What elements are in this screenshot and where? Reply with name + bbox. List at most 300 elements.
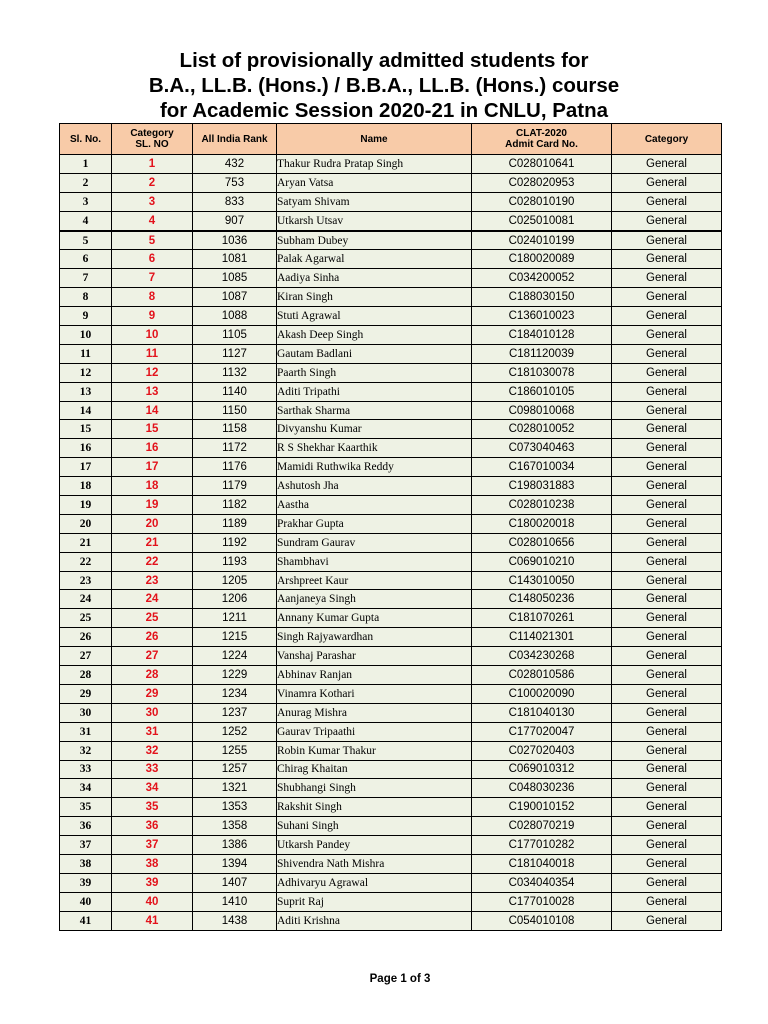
admit-card-no-cell: C186010105 [472, 382, 612, 401]
category-cell: General [612, 192, 722, 211]
student-name-cell: Suhani Singh [277, 817, 472, 836]
category-cell: General [612, 307, 722, 326]
admit-card-no-cell: C184010128 [472, 326, 612, 345]
all-india-rank-cell: 1394 [193, 854, 277, 873]
admit-card-no-cell: C034230268 [472, 647, 612, 666]
student-name-cell: Robin Kumar Thakur [277, 741, 472, 760]
admit-card-no-cell: C073040463 [472, 439, 612, 458]
table-row [60, 552, 722, 571]
category-sl-no-cell: 24 [112, 590, 193, 609]
student-name-cell: Sarthak Sharma [277, 401, 472, 420]
category-sl-no-cell: 25 [112, 609, 193, 628]
category-cell: General [612, 571, 722, 590]
sl-no-cell: 31 [60, 722, 112, 741]
table-row [60, 666, 722, 685]
sl-no-cell: 2 [60, 173, 112, 192]
admit-card-no-cell: C180020089 [472, 250, 612, 269]
category-sl-no-cell: 18 [112, 477, 193, 496]
table-row [60, 269, 722, 288]
sl-no-cell: 26 [60, 628, 112, 647]
category-sl-no-cell: 9 [112, 307, 193, 326]
sl-no-cell: 15 [60, 420, 112, 439]
all-india-rank-cell: 1353 [193, 798, 277, 817]
all-india-rank-cell: 1176 [193, 458, 277, 477]
sl-no-cell: 20 [60, 514, 112, 533]
category-cell: General [612, 666, 722, 685]
admit-card-no-cell: C054010108 [472, 911, 612, 930]
table-row [60, 307, 722, 326]
table-row [60, 250, 722, 269]
category-sl-no-cell: 2 [112, 173, 193, 192]
student-name-cell: Sundram Gaurav [277, 533, 472, 552]
category-sl-no-cell: 33 [112, 760, 193, 779]
header-admit-card-no: CLAT-2020 Admit Card No. [472, 124, 612, 155]
category-cell: General [612, 703, 722, 722]
header-all-india-rank: All India Rank [193, 124, 277, 155]
admit-card-no-cell: C034200052 [472, 269, 612, 288]
header-category: Category [612, 124, 722, 155]
sl-no-cell: 5 [60, 231, 112, 250]
student-name-cell: Utkarsh Utsav [277, 211, 472, 230]
category-sl-no-cell: 17 [112, 458, 193, 477]
student-name-cell: Prakhar Gupta [277, 514, 472, 533]
category-sl-no-cell: 21 [112, 533, 193, 552]
category-cell: General [612, 911, 722, 930]
category-cell: General [612, 760, 722, 779]
table-row [60, 477, 722, 496]
admit-card-no-cell: C188030150 [472, 288, 612, 307]
table-row [60, 628, 722, 647]
student-name-cell: Thakur Rudra Pratap Singh [277, 155, 472, 174]
sl-no-cell: 3 [60, 192, 112, 211]
admit-card-no-cell: C198031883 [472, 477, 612, 496]
student-name-cell: Subham Dubey [277, 231, 472, 250]
table-row [60, 741, 722, 760]
student-name-cell: Ashutosh Jha [277, 477, 472, 496]
admit-card-no-cell: C181070261 [472, 609, 612, 628]
category-sl-no-cell: 14 [112, 401, 193, 420]
student-name-cell: Abhinav Ranjan [277, 666, 472, 685]
document-title [0, 48, 768, 123]
student-name-cell: Aadiya Sinha [277, 269, 472, 288]
student-name-cell: Aditi Krishna [277, 911, 472, 930]
table-row [60, 609, 722, 628]
sl-no-cell: 35 [60, 798, 112, 817]
category-sl-no-cell: 15 [112, 420, 193, 439]
admitted-students-table [59, 123, 722, 931]
admit-card-no-cell: C098010068 [472, 401, 612, 420]
category-sl-no-cell: 28 [112, 666, 193, 685]
category-sl-no-cell: 27 [112, 647, 193, 666]
table-row [60, 647, 722, 666]
header-sl-no: Sl. No. [60, 124, 112, 155]
category-cell: General [612, 836, 722, 855]
student-name-cell: Aryan Vatsa [277, 173, 472, 192]
sl-no-cell: 37 [60, 836, 112, 855]
student-name-cell: Aditi Tripathi [277, 382, 472, 401]
table-row [60, 326, 722, 345]
table-row [60, 382, 722, 401]
student-name-cell: Aanjaneya Singh [277, 590, 472, 609]
all-india-rank-cell: 1234 [193, 684, 277, 703]
all-india-rank-cell: 1105 [193, 326, 277, 345]
category-sl-no-cell: 12 [112, 363, 193, 382]
all-india-rank-cell: 1321 [193, 779, 277, 798]
table-row [60, 173, 722, 192]
admit-card-no-cell: C181030078 [472, 363, 612, 382]
all-india-rank-cell: 1358 [193, 817, 277, 836]
all-india-rank-cell: 753 [193, 173, 277, 192]
category-cell: General [612, 514, 722, 533]
title-line-2: B.A., LL.B. (Hons.) / B.B.A., LL.B. (Hons.) course [148, 74, 620, 97]
category-cell: General [612, 873, 722, 892]
table-row [60, 401, 722, 420]
student-name-cell: Divyanshu Kumar [277, 420, 472, 439]
category-cell: General [612, 269, 722, 288]
all-india-rank-cell: 1211 [193, 609, 277, 628]
sl-no-cell: 13 [60, 382, 112, 401]
sl-no-cell: 14 [60, 401, 112, 420]
category-sl-no-cell: 13 [112, 382, 193, 401]
sl-no-cell: 33 [60, 760, 112, 779]
admit-card-no-cell: C028010190 [472, 192, 612, 211]
table-row [60, 873, 722, 892]
admit-card-no-cell: C028010586 [472, 666, 612, 685]
category-sl-no-cell: 4 [112, 211, 193, 230]
category-sl-no-cell: 29 [112, 684, 193, 703]
category-cell: General [612, 288, 722, 307]
sl-no-cell: 39 [60, 873, 112, 892]
sl-no-cell: 4 [60, 211, 112, 230]
category-cell: General [612, 420, 722, 439]
sl-no-cell: 41 [60, 911, 112, 930]
category-sl-no-cell: 11 [112, 344, 193, 363]
table-row [60, 571, 722, 590]
category-sl-no-cell: 16 [112, 439, 193, 458]
all-india-rank-cell: 1081 [193, 250, 277, 269]
category-cell: General [612, 892, 722, 911]
sl-no-cell: 17 [60, 458, 112, 477]
all-india-rank-cell: 1088 [193, 307, 277, 326]
sl-no-cell: 16 [60, 439, 112, 458]
sl-no-cell: 10 [60, 326, 112, 345]
admit-card-no-cell: C028020953 [472, 173, 612, 192]
sl-no-cell: 22 [60, 552, 112, 571]
category-cell: General [612, 155, 722, 174]
category-sl-no-cell: 6 [112, 250, 193, 269]
category-cell: General [612, 647, 722, 666]
all-india-rank-cell: 1172 [193, 439, 277, 458]
sl-no-cell: 8 [60, 288, 112, 307]
all-india-rank-cell: 432 [193, 155, 277, 174]
admit-card-no-cell: C100020090 [472, 684, 612, 703]
category-cell: General [612, 363, 722, 382]
table-row [60, 911, 722, 930]
table-row [60, 344, 722, 363]
all-india-rank-cell: 1229 [193, 666, 277, 685]
all-india-rank-cell: 1255 [193, 741, 277, 760]
admit-card-no-cell: C069010210 [472, 552, 612, 571]
header-name: Name [277, 124, 472, 155]
title-line-1: List of provisionally admitted students for [179, 49, 589, 72]
category-cell: General [612, 231, 722, 250]
student-name-cell: Utkarsh Pandey [277, 836, 472, 855]
all-india-rank-cell: 1189 [193, 514, 277, 533]
student-name-cell: Arshpreet Kaur [277, 571, 472, 590]
table-row [60, 363, 722, 382]
table-row [60, 854, 722, 873]
all-india-rank-cell: 1158 [193, 420, 277, 439]
admit-card-no-cell: C048030236 [472, 779, 612, 798]
admit-card-no-cell: C181120039 [472, 344, 612, 363]
category-sl-no-cell: 23 [112, 571, 193, 590]
sl-no-cell: 40 [60, 892, 112, 911]
student-name-cell: Suprit Raj [277, 892, 472, 911]
all-india-rank-cell: 1182 [193, 496, 277, 515]
header-category-sl-no: Category SL. NO [112, 124, 193, 155]
category-cell: General [612, 250, 722, 269]
sl-no-cell: 36 [60, 817, 112, 836]
sl-no-cell: 30 [60, 703, 112, 722]
sl-no-cell: 7 [60, 269, 112, 288]
category-sl-no-cell: 10 [112, 326, 193, 345]
student-name-cell: Stuti Agrawal [277, 307, 472, 326]
student-name-cell: Singh Rajyawardhan [277, 628, 472, 647]
category-sl-no-cell: 39 [112, 873, 193, 892]
category-cell: General [612, 533, 722, 552]
all-india-rank-cell: 1205 [193, 571, 277, 590]
admit-card-no-cell: C180020018 [472, 514, 612, 533]
admit-card-no-cell: C024010199 [472, 231, 612, 250]
admit-card-no-cell: C177010282 [472, 836, 612, 855]
all-india-rank-cell: 1206 [193, 590, 277, 609]
table-row [60, 760, 722, 779]
student-name-cell: Aastha [277, 496, 472, 515]
table-row [60, 514, 722, 533]
category-cell: General [612, 552, 722, 571]
all-india-rank-cell: 1386 [193, 836, 277, 855]
category-cell: General [612, 722, 722, 741]
admit-card-no-cell: C114021301 [472, 628, 612, 647]
all-india-rank-cell: 1224 [193, 647, 277, 666]
category-cell: General [612, 344, 722, 363]
category-sl-no-cell: 41 [112, 911, 193, 930]
all-india-rank-cell: 1085 [193, 269, 277, 288]
category-sl-no-cell: 34 [112, 779, 193, 798]
all-india-rank-cell: 1036 [193, 231, 277, 250]
sl-no-cell: 18 [60, 477, 112, 496]
category-cell: General [612, 590, 722, 609]
category-sl-no-cell: 3 [112, 192, 193, 211]
category-cell: General [612, 439, 722, 458]
category-sl-no-cell: 1 [112, 155, 193, 174]
sl-no-cell: 24 [60, 590, 112, 609]
student-name-cell: Shubhangi Singh [277, 779, 472, 798]
category-sl-no-cell: 8 [112, 288, 193, 307]
all-india-rank-cell: 1140 [193, 382, 277, 401]
title-line-3: for Academic Session 2020-21 in CNLU, Patna [159, 99, 609, 122]
all-india-rank-cell: 1252 [193, 722, 277, 741]
table-header-row [60, 124, 722, 155]
table-row [60, 458, 722, 477]
admit-card-no-cell: C028070219 [472, 817, 612, 836]
student-name-cell: Adhivaryu Agrawal [277, 873, 472, 892]
sl-no-cell: 27 [60, 647, 112, 666]
category-cell: General [612, 854, 722, 873]
table-body [60, 155, 722, 931]
sl-no-cell: 12 [60, 363, 112, 382]
student-name-cell: Rakshit Singh [277, 798, 472, 817]
table-row [60, 590, 722, 609]
sl-no-cell: 29 [60, 684, 112, 703]
category-sl-no-cell: 31 [112, 722, 193, 741]
sl-no-cell: 19 [60, 496, 112, 515]
category-cell: General [612, 817, 722, 836]
sl-no-cell: 38 [60, 854, 112, 873]
admit-card-no-cell: C167010034 [472, 458, 612, 477]
category-cell: General [612, 741, 722, 760]
student-name-cell: Vanshaj Parashar [277, 647, 472, 666]
sl-no-cell: 23 [60, 571, 112, 590]
category-cell: General [612, 401, 722, 420]
student-name-cell: Gaurav Tripaathi [277, 722, 472, 741]
sl-no-cell: 25 [60, 609, 112, 628]
category-cell: General [612, 173, 722, 192]
table-row [60, 211, 722, 230]
admit-card-no-cell: C028010238 [472, 496, 612, 515]
table-row [60, 155, 722, 174]
table-row [60, 439, 722, 458]
all-india-rank-cell: 1150 [193, 401, 277, 420]
all-india-rank-cell: 833 [193, 192, 277, 211]
sl-no-cell: 28 [60, 666, 112, 685]
sl-no-cell: 11 [60, 344, 112, 363]
category-sl-no-cell: 5 [112, 231, 193, 250]
category-sl-no-cell: 26 [112, 628, 193, 647]
student-name-cell: Gautam Badlani [277, 344, 472, 363]
table-row [60, 533, 722, 552]
table-row [60, 496, 722, 515]
table-row [60, 892, 722, 911]
sl-no-cell: 1 [60, 155, 112, 174]
category-cell: General [612, 684, 722, 703]
category-sl-no-cell: 36 [112, 817, 193, 836]
table-row [60, 231, 722, 250]
table-row [60, 684, 722, 703]
category-cell: General [612, 326, 722, 345]
sl-no-cell: 6 [60, 250, 112, 269]
category-sl-no-cell: 19 [112, 496, 193, 515]
category-sl-no-cell: 32 [112, 741, 193, 760]
admit-card-no-cell: C190010152 [472, 798, 612, 817]
all-india-rank-cell: 1438 [193, 911, 277, 930]
category-cell: General [612, 211, 722, 230]
table-row [60, 779, 722, 798]
category-sl-no-cell: 35 [112, 798, 193, 817]
sl-no-cell: 21 [60, 533, 112, 552]
admit-card-no-cell: C136010023 [472, 307, 612, 326]
category-cell: General [612, 798, 722, 817]
page-number: Page 1 of 3 [369, 973, 431, 985]
student-name-cell: Shambhavi [277, 552, 472, 571]
table-row [60, 703, 722, 722]
category-cell: General [612, 628, 722, 647]
student-name-cell: Palak Agarwal [277, 250, 472, 269]
category-sl-no-cell: 40 [112, 892, 193, 911]
category-cell: General [612, 496, 722, 515]
student-name-cell: Satyam Shivam [277, 192, 472, 211]
all-india-rank-cell: 1410 [193, 892, 277, 911]
student-name-cell: Shivendra Nath Mishra [277, 854, 472, 873]
category-cell: General [612, 458, 722, 477]
student-name-cell: Mamidi Ruthwika Reddy [277, 458, 472, 477]
all-india-rank-cell: 1215 [193, 628, 277, 647]
all-india-rank-cell: 1237 [193, 703, 277, 722]
all-india-rank-cell: 1179 [193, 477, 277, 496]
category-sl-no-cell: 22 [112, 552, 193, 571]
table-row [60, 420, 722, 439]
sl-no-cell: 32 [60, 741, 112, 760]
student-name-cell: Kiran Singh [277, 288, 472, 307]
sl-no-cell: 34 [60, 779, 112, 798]
student-name-cell: Paarth Singh [277, 363, 472, 382]
table-row [60, 192, 722, 211]
all-india-rank-cell: 1127 [193, 344, 277, 363]
admit-card-no-cell: C034040354 [472, 873, 612, 892]
student-name-cell: Annany Kumar Gupta [277, 609, 472, 628]
admit-card-no-cell: C177010028 [472, 892, 612, 911]
table-row [60, 836, 722, 855]
category-sl-no-cell: 38 [112, 854, 193, 873]
category-cell: General [612, 779, 722, 798]
all-india-rank-cell: 1087 [193, 288, 277, 307]
category-cell: General [612, 477, 722, 496]
admit-card-no-cell: C181040130 [472, 703, 612, 722]
category-sl-no-cell: 30 [112, 703, 193, 722]
sl-no-cell: 9 [60, 307, 112, 326]
category-sl-no-cell: 37 [112, 836, 193, 855]
student-name-cell: Anurag Mishra [277, 703, 472, 722]
category-cell: General [612, 382, 722, 401]
category-sl-no-cell: 20 [112, 514, 193, 533]
table-row [60, 722, 722, 741]
table-row [60, 817, 722, 836]
student-name-cell: Chirag Khaitan [277, 760, 472, 779]
category-sl-no-cell: 7 [112, 269, 193, 288]
admit-card-no-cell: C181040018 [472, 854, 612, 873]
admit-card-no-cell: C148050236 [472, 590, 612, 609]
category-cell: General [612, 609, 722, 628]
admit-card-no-cell: C177020047 [472, 722, 612, 741]
all-india-rank-cell: 1192 [193, 533, 277, 552]
student-name-cell: R S Shekhar Kaarthik [277, 439, 472, 458]
admit-card-no-cell: C028010052 [472, 420, 612, 439]
admit-card-no-cell: C027020403 [472, 741, 612, 760]
all-india-rank-cell: 1407 [193, 873, 277, 892]
all-india-rank-cell: 907 [193, 211, 277, 230]
all-india-rank-cell: 1132 [193, 363, 277, 382]
admit-card-no-cell: C143010050 [472, 571, 612, 590]
admit-card-no-cell: C069010312 [472, 760, 612, 779]
admit-card-no-cell: C028010656 [472, 533, 612, 552]
table-row [60, 798, 722, 817]
table-row [60, 288, 722, 307]
admit-card-no-cell: C028010641 [472, 155, 612, 174]
admit-card-no-cell: C025010081 [472, 211, 612, 230]
student-name-cell: Vinamra Kothari [277, 684, 472, 703]
all-india-rank-cell: 1193 [193, 552, 277, 571]
all-india-rank-cell: 1257 [193, 760, 277, 779]
